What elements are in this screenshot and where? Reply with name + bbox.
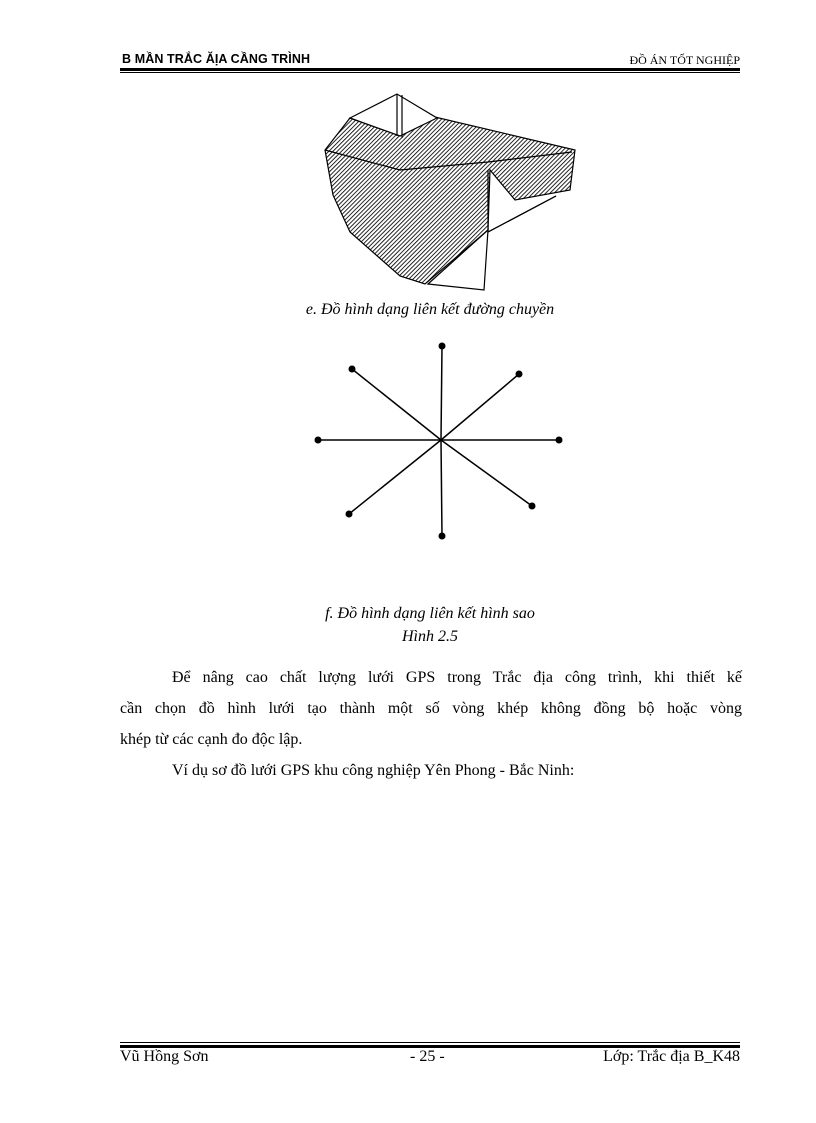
hatched-region xyxy=(325,117,575,284)
station-point xyxy=(349,366,356,373)
station-point xyxy=(516,371,523,378)
station-point xyxy=(529,503,536,510)
figure-e-caption: e. Đồ hình dạng liên kết đường chuyền xyxy=(305,301,555,318)
paragraph-1 xyxy=(120,662,742,755)
paragraph-1-line-2: cần chọn đồ hình lưới tạo thành một số vòng khép không đồng bộ hoặc vòng xyxy=(120,700,742,717)
footer-rule-thin xyxy=(120,1042,740,1043)
paragraph-2: Ví dụ sơ đồ lưới GPS khu công nghiệp Yên Phong - Bắc Ninh: xyxy=(172,762,575,779)
station-point xyxy=(346,511,353,518)
paragraph-1-line-3: khép từ các cạnh đo độc lập. xyxy=(120,731,303,748)
header-rule-thin xyxy=(120,72,740,73)
figure-number: Hình 2.5 xyxy=(402,628,458,645)
header-title-right: ĐỒ ÁN TỐT NGHIỆP xyxy=(629,53,740,67)
station-point xyxy=(439,533,446,540)
header-title-left: B MẦN TRẮC ĂỊA CẦNG TRÌNH xyxy=(122,52,311,66)
footer-class: Lớp: Trắc địa B_K48 xyxy=(603,1048,740,1065)
figure-star-network xyxy=(310,340,570,545)
station-point xyxy=(439,343,446,350)
footer-author: Vũ Hồng Sơn xyxy=(120,1048,209,1065)
station-point xyxy=(556,437,563,444)
station-point xyxy=(315,437,322,444)
figure-traverse-network xyxy=(300,90,590,300)
footer-page-number: - 25 - xyxy=(410,1048,445,1065)
header-rule xyxy=(120,68,740,71)
figure-f-caption: f. Đồ hình dạng liên kết hình sao xyxy=(325,605,535,622)
paragraph-1-line-1: Để nâng cao chất lượng lưới GPS trong Trắc địa công trình, khi thiết kế xyxy=(172,669,742,686)
